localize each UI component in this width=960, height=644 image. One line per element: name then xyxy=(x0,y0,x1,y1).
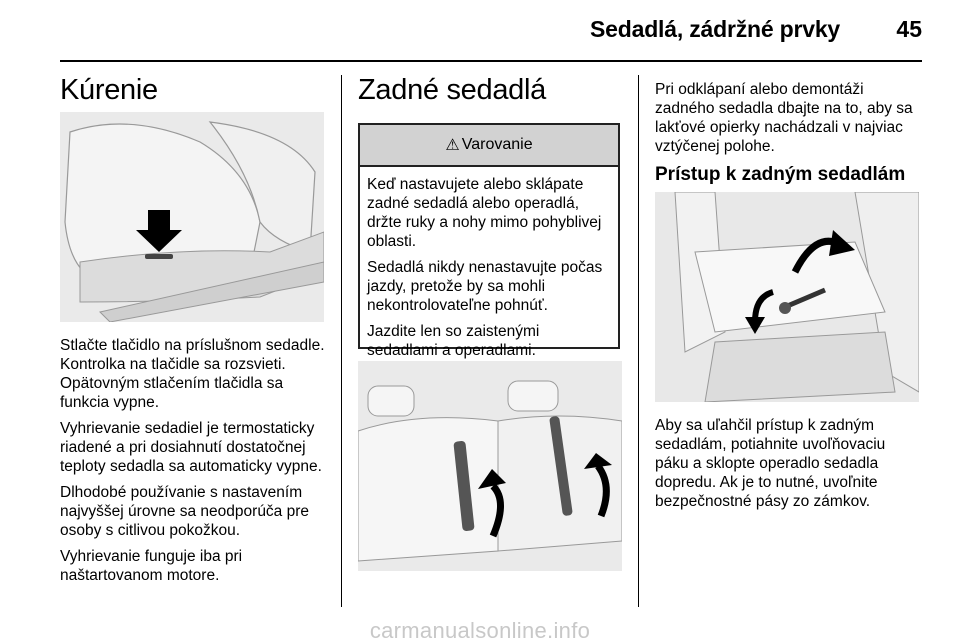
warning-box xyxy=(358,123,620,359)
heating-paragraph-1: Stlačte tlačidlo na príslušnom sedadle. Kontrolka na tlačidle sa rozsvieti. Opätovným stlačením tlačidla sa funkcia vypne. xyxy=(60,337,325,411)
rear-seat-drawing xyxy=(358,361,622,571)
access-paragraph: Aby sa uľahčil prístup k zadným sedadlám, potiahnite uvoľňovaciu páku a sklopte operadlo sedadla dopredu. Ak je to nutné, uvoľnite bezpečnostné pásy zo zámkov. xyxy=(655,417,886,510)
armrest-paragraph: Pri odklápaní alebo demontáži zadného sedadla dbajte na to, aby sa lakťové opierky nachádzali v najviac vztýčenej polohe. xyxy=(655,81,913,155)
header-divider xyxy=(60,60,922,62)
warning-title: Varovanie xyxy=(461,136,533,153)
warning-header xyxy=(360,125,618,167)
heating-paragraph-3: Dlhodobé používanie s nastavením najvyššej úrovne sa neodporúča pre osoby s citlivou pokožkou. xyxy=(60,484,310,539)
heating-text xyxy=(60,336,328,592)
heading-access-rear-seats: Prístup k zadným sedadlám xyxy=(655,164,906,185)
warning-triangle-icon: ⚠ xyxy=(445,137,460,154)
warning-paragraph-3: Jazdite len so zaistenými sedadlami a operadlami. xyxy=(367,323,540,359)
warning-body xyxy=(360,167,618,360)
page-number: 45 xyxy=(896,16,922,42)
col3-intro-block xyxy=(655,80,923,163)
heading-rear-seats: Zadné sedadlá xyxy=(358,74,546,106)
warning-paragraph-2: Sedadlá nikdy nenastavujte počas jazdy, pretože by sa mohli nekontrolovateľne pohnúť. xyxy=(367,259,603,314)
warning-paragraph-1: Keď nastavujete alebo sklápate zadné sedadlá alebo operadlá, držte ruky a nohy mimo pohyblivej oblasti. xyxy=(367,176,602,250)
release-lever-illustration xyxy=(655,192,919,402)
heading-heating: Kúrenie xyxy=(60,74,158,106)
seat-heating-drawing xyxy=(60,112,324,322)
access-text xyxy=(655,416,923,518)
release-lever-drawing xyxy=(655,192,919,402)
seat-heating-button-illustration xyxy=(60,112,324,322)
header-title: Sedadlá, zádržné prvky xyxy=(590,16,840,42)
footer-watermark: carmanualsonline.info xyxy=(369,618,591,643)
column-divider-1 xyxy=(341,75,342,607)
column-divider-2 xyxy=(638,75,639,607)
heating-paragraph-2: Vyhrievanie sedadiel je termostaticky riadené a pri dosiahnutí dostatočnej teploty sedadla sa automaticky vypne. xyxy=(60,420,322,475)
heating-paragraph-4: Vyhrievanie funguje iba pri naštartovanom motore. xyxy=(60,548,243,584)
rear-seat-fold-illustration xyxy=(358,361,622,571)
